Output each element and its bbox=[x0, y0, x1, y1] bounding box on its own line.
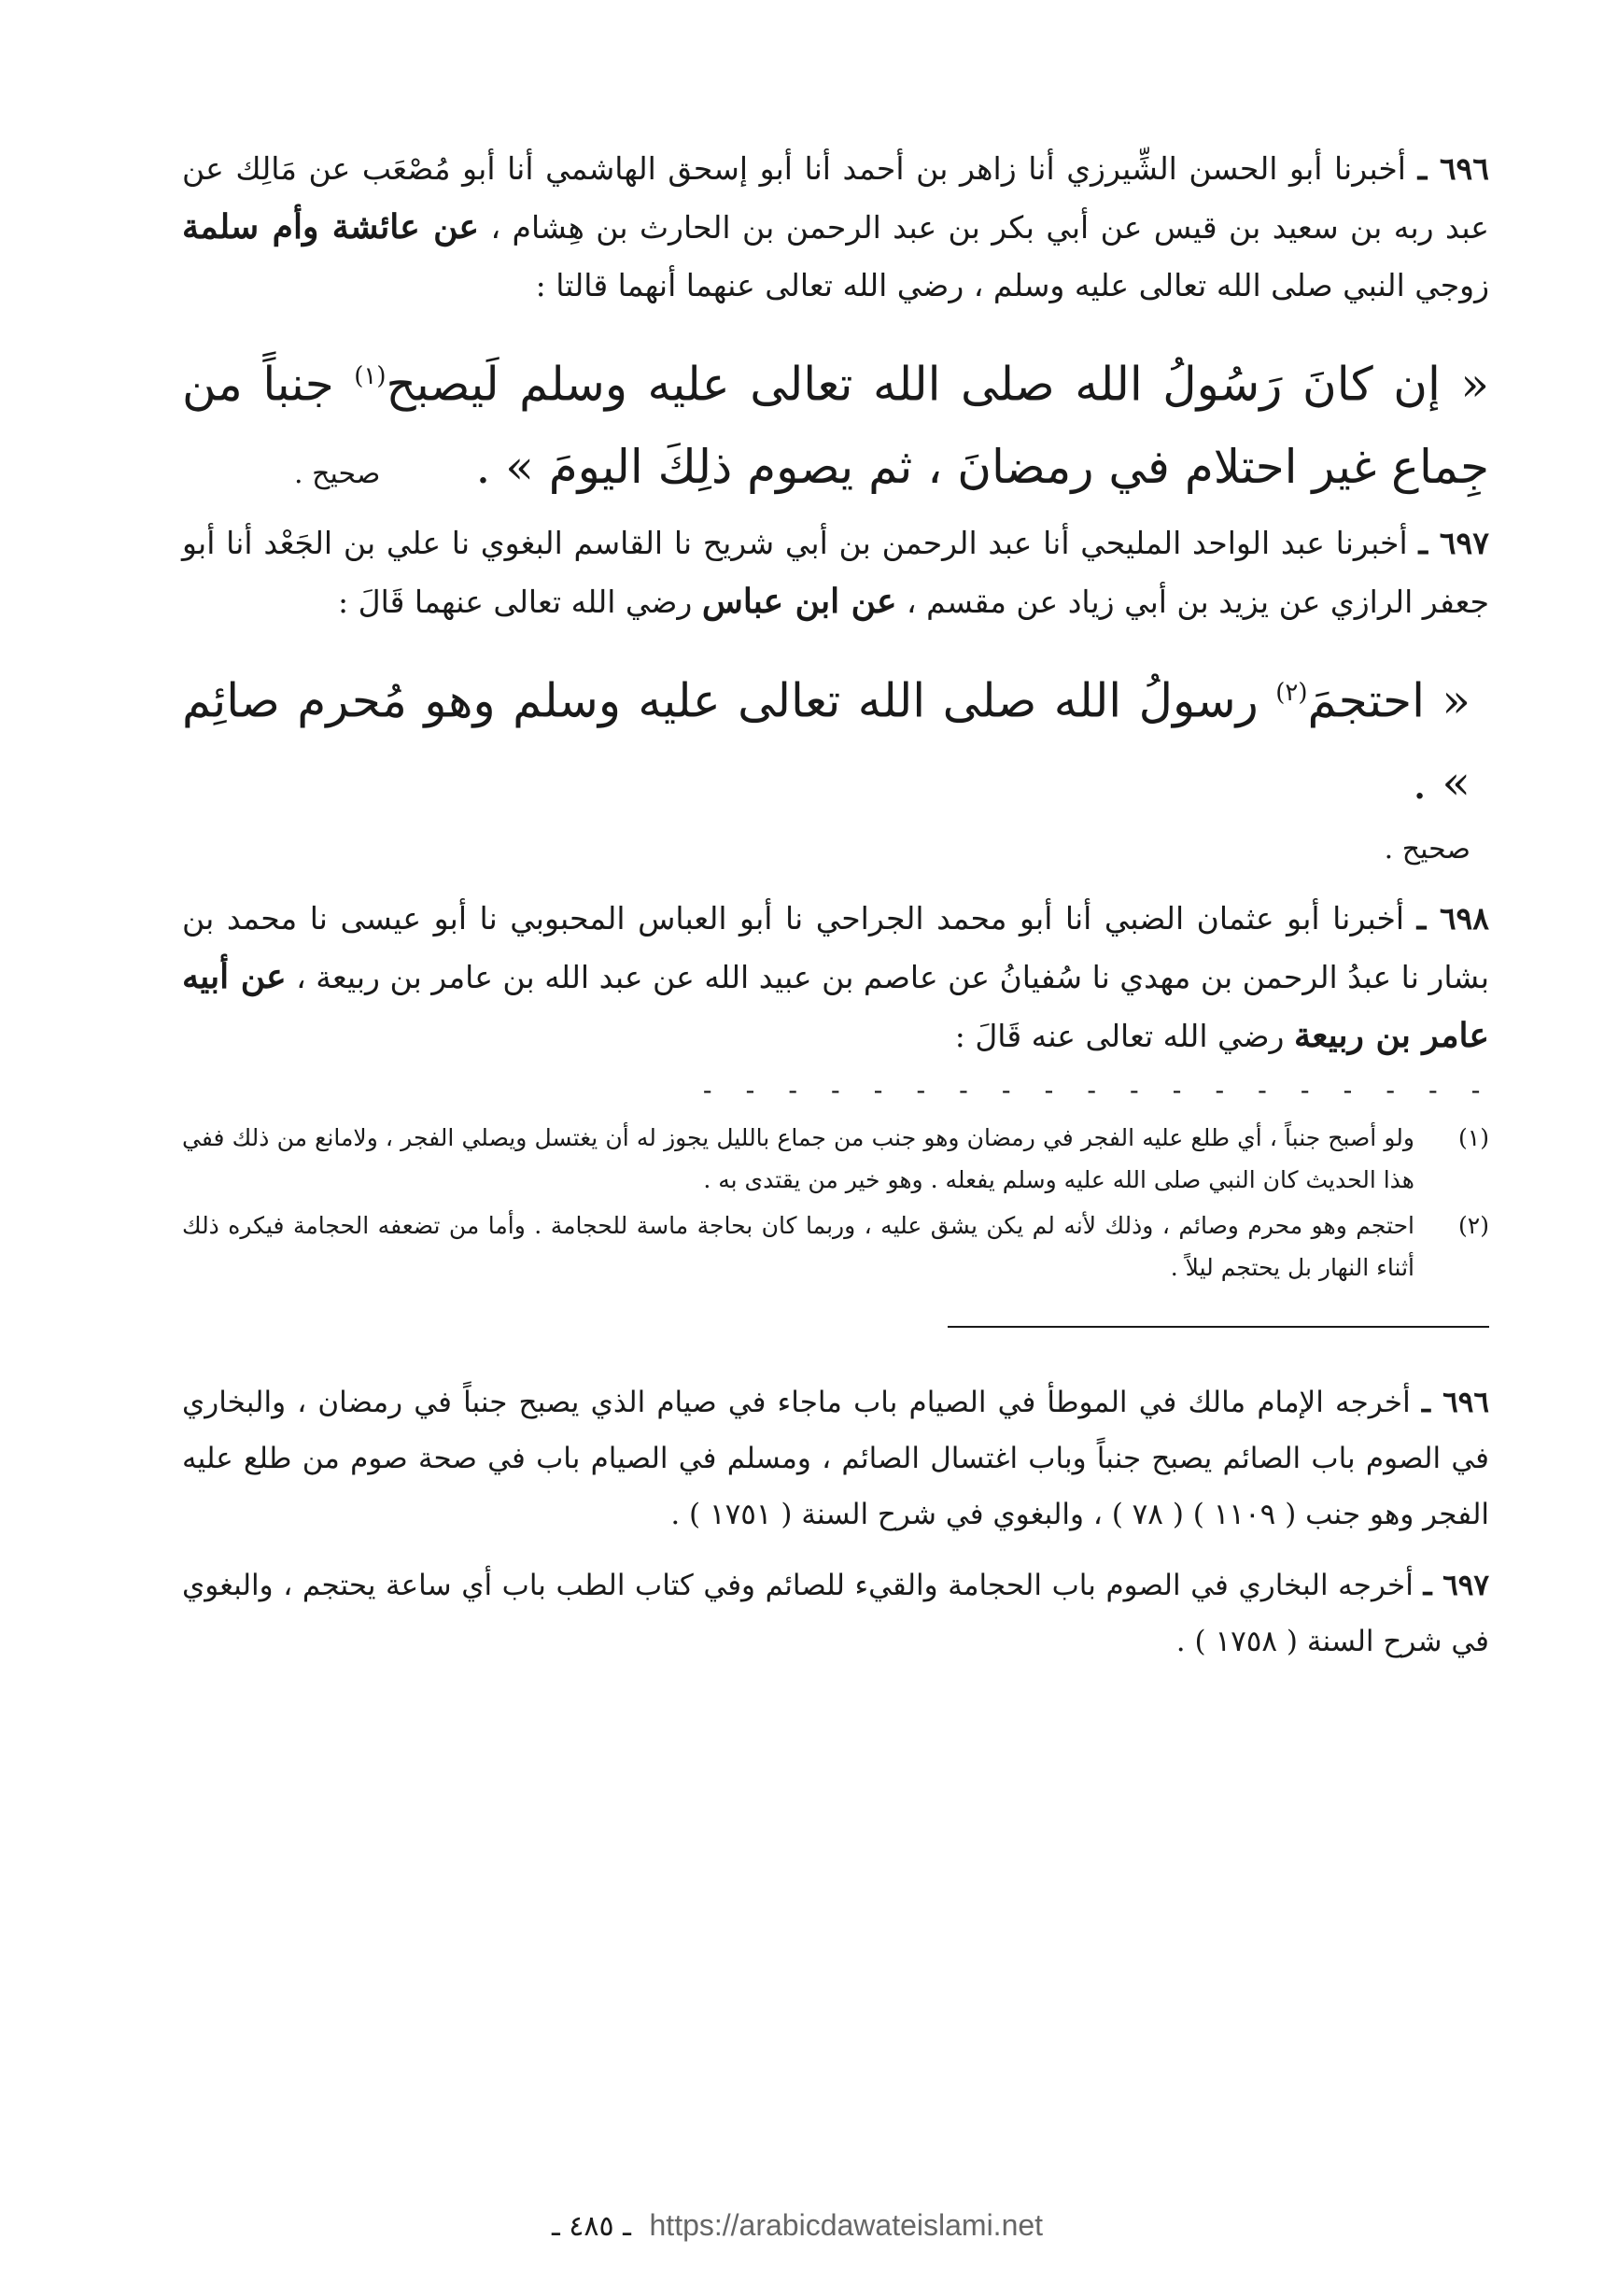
footnote-marker: (٢) bbox=[1275, 678, 1308, 707]
takhrij-697 bbox=[182, 1557, 1489, 1669]
footnote-text: احتجم وهو محرم وصائم ، وذلك لأنه لم يكن يشق عليه ، وربما كان بحاجة ماسة للحجامة . وأما من تضعفه الحجامة فيكره ذلك أثناء النهار بل يحتجم ليلاً . bbox=[182, 1212, 1414, 1282]
grade-697: صحيح . bbox=[1384, 833, 1470, 866]
isnad-text-end: رضي الله تعالى عنه قَالَ : bbox=[954, 1018, 1285, 1055]
isnad-text: أخبرنا عبد الواحد المليحي أنا عبد الرحمن بن أبي شريح نا القاسم البغوي نا علي بن الجَعْد أنا أبو جعفر الرازي عن يزيد بن أبي زياد عن مقسم ، bbox=[182, 524, 1489, 620]
takhrij-696 bbox=[182, 1374, 1489, 1542]
page-body bbox=[182, 140, 1489, 1684]
footnote-marker: (١) bbox=[354, 362, 387, 390]
matn-part: « إن كانَ رَسُولُ الله صلى الله تعالى عليه وسلم لَيصبح bbox=[386, 357, 1489, 412]
narrator-bold: عن ابن عباس bbox=[701, 581, 897, 621]
watermark-url: https://arabicdawateislami.net bbox=[649, 2208, 1044, 2242]
narrator-bold: عن عائشة وأم سلمة bbox=[182, 207, 480, 247]
footnote-1 bbox=[182, 1117, 1489, 1201]
isnad-text: أخبرنا أبو عثمان الضبي أنا أبو محمد الجراحي نا أبو العباس المحبوبي نا أبو عيسى نا محمد بن بشار نا عبدُ الرحمن بن مهدي نا سُفيانُ عن عاصم بن عبيد الله عن عبد الله بن عامر بن ربيعة ، bbox=[182, 900, 1490, 996]
hadith-696-isnad bbox=[182, 140, 1489, 315]
hadith-697-isnad bbox=[182, 514, 1489, 631]
divider-line bbox=[948, 1326, 1489, 1328]
hadith-number: ٦٩٧ ـ bbox=[1418, 524, 1489, 561]
footnote-text: ولو أصبح جنباً ، أي طلع عليه الفجر في رمضان وهو جنب من جماع باللیل یجوز له أن یغتسل ويصلي الفجر ، ولامانع من ذلك ففي هذا الحديث كان النبي صلى الله عليه وسلم يفعله . وهو خير من يقتدى به . bbox=[182, 1124, 1414, 1194]
matn-part: رسولُ الله صلى الله تعالى عليه وسلم وهو مُحرم صائِم » . bbox=[182, 673, 1470, 810]
hadith-698-isnad bbox=[182, 890, 1489, 1065]
takhrij-number: ٦٩٧ ـ bbox=[1423, 1569, 1490, 1603]
grade-696: صحيح . bbox=[294, 457, 381, 490]
isnad-text-end: زوجي النبي صلى الله تعالى عليه وسلم ، رضي الله تعالى عنهما أنهما قالتا : bbox=[535, 267, 1489, 303]
narrator-bold: عن أبيه عامر بن ربيعة bbox=[182, 957, 1489, 1056]
takhrij-number: ٦٩٦ ـ bbox=[1421, 1386, 1490, 1420]
isnad-text: أخبرنا أبو الحسن الشِّيرزي أنا زاهر بن أحمد أنا أبو إسحق الهاشمي أنا أبو مُصْعَب عن مَالِك عن عبد ربه بن سعيد بن قيس عن أبي بكر بن عبد الرحمن بن الحارث بن هِشام ، bbox=[182, 150, 1489, 246]
isnad-text-end: رضي الله تعالى عنهما قَالَ : bbox=[337, 583, 693, 620]
hadith-number: ٦٩٦ ـ bbox=[1417, 150, 1489, 187]
page-number: ـ ٤٨٥ ـ bbox=[551, 2210, 631, 2243]
matn-part: جنباً من جِماع غير احتلام في رمضانَ ، ثم يصوم ذلِكَ اليومَ » . bbox=[182, 357, 1489, 494]
takhrij-text: أخرجه البخاري في الصوم باب الحجامة والقيء للصائم وفي كتاب الطب باب أي ساعة يحتجم ، والبغوي في شرح السنة ( ١٧٥٨ ) . bbox=[182, 1569, 1489, 1659]
footnote-2 bbox=[182, 1204, 1489, 1289]
takhrij-text: أخرجه الإمام مالك في الموطأ في الصيام باب ماجاء في صيام الذي يصبح جنباً في رمضان ، والبخاري في الصوم باب الصائم يصبح جنباً وباب اغتسال الصائم ، ومسلم في الصيام باب في صحة صوم من طلع عليه الفجر وهو جنب ( ١١٠٩ ) ( ٧٨ ) ، والبغوي في شرح السنة ( ١٧٥١ ) . bbox=[182, 1386, 1489, 1532]
matn-part: « احتجمَ bbox=[1307, 673, 1470, 728]
hadith-697-matn bbox=[182, 652, 1489, 824]
footnote-number: (١) bbox=[1458, 1124, 1489, 1152]
footnotes bbox=[182, 1117, 1489, 1289]
page-footer bbox=[0, 2208, 1604, 2243]
footnote-number: (٢) bbox=[1458, 1212, 1489, 1240]
footnote-separator: - - - - - - - - - - - - - - - - - - - bbox=[699, 1075, 1489, 1106]
hadith-number: ٦٩٨ ـ bbox=[1416, 900, 1489, 937]
